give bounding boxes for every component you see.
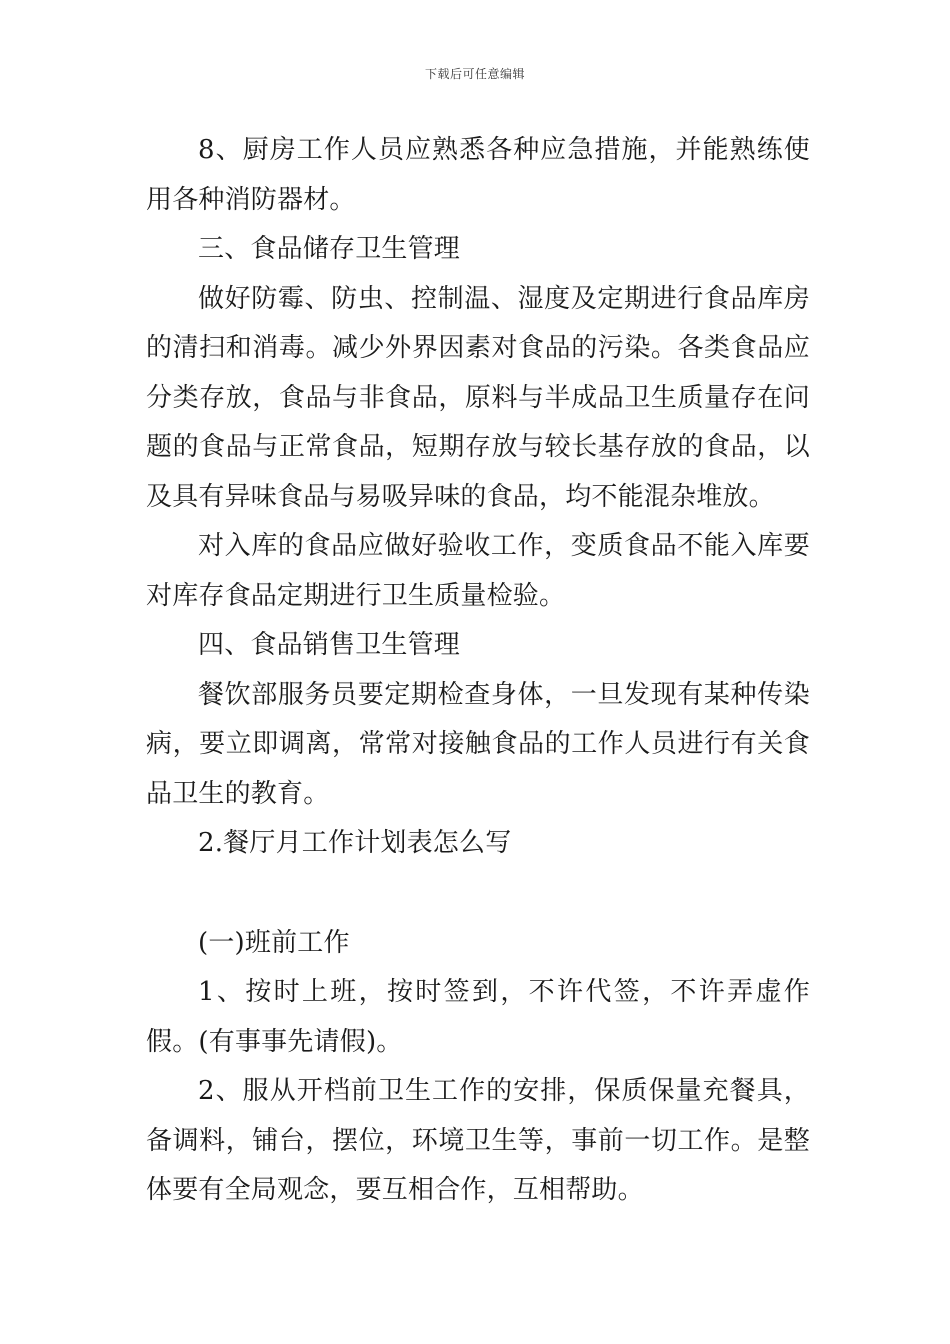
paragraph-attendance: 1、按时上班，按时签到，不许代签，不许弄虚作假。(有事事先请假)。 bbox=[146, 977, 810, 1057]
blank-line bbox=[146, 869, 810, 919]
subsection-heading-pre-shift: (一)班前工作 bbox=[198, 927, 350, 958]
paragraph-storage-rules: 做好防霉、防虫、控制温、湿度及定期进行食品库房的清扫和消毒。减少外界因素对食品的污染。各类食品应分类存放，食品与非食品，原料与半成品卫生质量存在问题的食品与正常食品，短期存放与较长基存放的食品，以及具有异味食品与易吸异味的食品，均不能混杂堆放。 bbox=[146, 283, 810, 512]
paragraph-preparation: 2、服从开档前卫生工作的安排，保质保量充餐具，备调料，铺台，摆位，环境卫生等，事前一切工作。是整体要有全局观念，要互相合作，互相帮助。 bbox=[146, 1076, 810, 1205]
page-header-note: 下载后可任意编辑 bbox=[424, 67, 525, 81]
document-body bbox=[146, 126, 810, 1216]
section-heading-monthly-plan: 2.餐厅月工作计划表怎么写 bbox=[198, 828, 512, 858]
paragraph-inspection: 对入库的食品应做好验收工作，变质食品不能入库要对库存食品定期进行卫生质量检验。 bbox=[146, 531, 810, 611]
paragraph-fire-equipment: 8、厨房工作人员应熟悉各种应急措施，并能熟练使用各种消防器材。 bbox=[146, 135, 810, 215]
paragraph-staff-health: 餐饮部服务员要定期检查身体，一旦发现有某种传染病，要立即调离，常常对接触食品的工作人员进行有关食品卫生的教育。 bbox=[146, 679, 810, 809]
section-heading-food-storage: 三、食品储存卫生管理 bbox=[198, 234, 461, 264]
section-heading-food-sales: 四、食品销售卫生管理 bbox=[198, 630, 461, 660]
